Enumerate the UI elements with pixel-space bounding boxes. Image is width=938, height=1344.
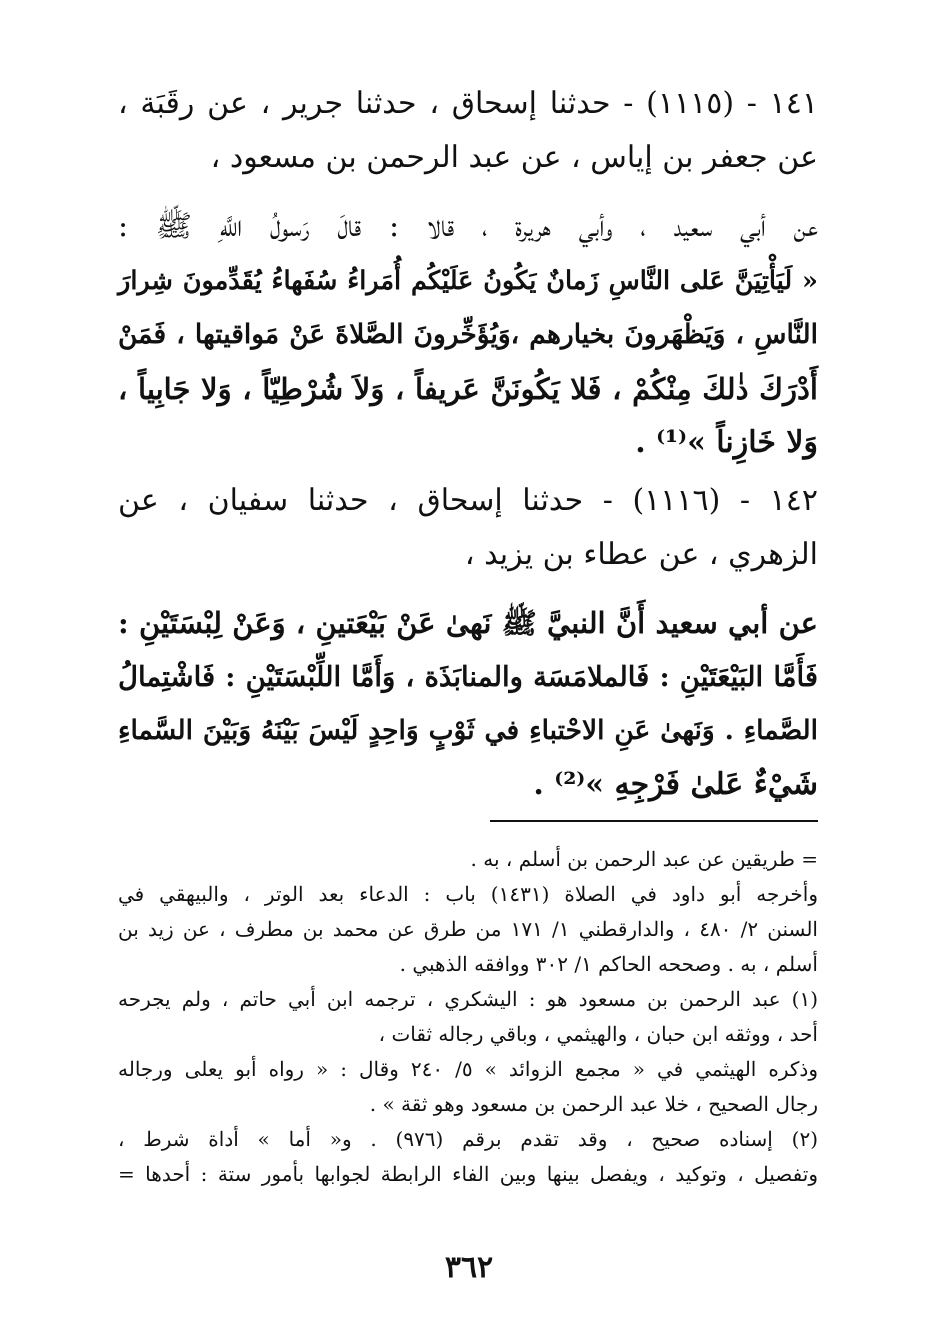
footnote-line: أسلم ، به . وصححه الحاكم ١/ ٣٠٢ ووافقه الذهبي . [399,952,818,976]
text-line: عن جعفر بن إياس ، عن عبد الرحمن بن مسعود ، [210,140,818,175]
footnotes [118,842,818,1192]
text-line: الزهري ، عن عطاء بن يزيد ، [464,537,818,572]
text-line: الصَّماءِ . وَنَهىٰ عَنِ الاحْتباءِ في ثَوْبٍ وَاحِدٍ لَيْسَ بَيْنَهُ وَبَيْنَ السَّماءِ [118,715,818,746]
footnote-separator [490,820,818,822]
hadith-141-matn [118,200,818,470]
text-line: وَلا خَازِناً »⁽¹⁾ . [635,425,818,460]
footnote-line: = طريقين عن عبد الرحمن بن أسلم ، به . [470,847,818,871]
text-line: فَأَمَّا البَيْعَتَيْنِ : فَالملامَسَة والمنابَذَة ، وَأَمَّا اللِّبْسَتَيْنِ : فَاشْتِمالُ [118,661,818,693]
footnote-line: رجال الصحيح ، خلا عبد الرحمن بن مسعود وهو ثقة » . [369,1092,818,1116]
hadith-142-isnad [118,474,818,582]
text-line: شَيْءٌ عَلىٰ فَرْجِهِ »⁽²⁾ . [533,767,818,802]
text-line: عن أبي سعيد أَنَّ النبيَّ ﷺ نَهىٰ عَنْ بَيْعَتينِ ، وَعَنْ لِبْسَتَيْنِ : [118,606,818,640]
footnote-line: وذكره الهيثمي في « مجمع الزوائد » ٥/ ٢٤٠ وقال : « رواه أبو يعلى ورجاله [118,1057,818,1081]
hadith-141-isnad [118,77,818,185]
footnote-line: السنن ٢/ ٤٨٠ ، والدارقطني ١/ ١٧١ من طرق عن محمد بن مطرف ، عن زيد بن [118,917,818,941]
footnote-line: (٢) إسناده صحيح ، وقد تقدم برقم (٩٧٦) . و« أما » أداة شرط ، [118,1127,818,1151]
text-line: أَدْرَكَ ذٰلكَ مِنْكُمْ ، فَلا يَكُونَنَّ عَريفاً ، وَلاَ شُرْطِيّاً ، وَلا جَابِياً ، [118,372,818,406]
text-line: ١٤١ - (١١١٥) - حدثنا إسحاق ، حدثنا جرير ، عن رقَبَة ، [118,86,818,121]
text-line: ١٤٢ - (١١١٦) - حدثنا إسحاق ، حدثنا سفيان ، عن [118,483,818,518]
footnote-line: وأخرجه أبو داود في الصلاة (١٤٣١) باب : الدعاء بعد الوتر ، والبيهقي في [118,882,818,906]
page-number: ٣٦٢ [444,1250,494,1285]
footnote-line: أحد ، ووثقه ابن حبان ، والهيثمي ، وباقي رجاله ثقات ، [378,1022,818,1046]
hadith-142-matn [118,596,818,812]
footnote-line: وتفصيل ، وتوكيد ، ويفصل بينها وبين الفاء الرابطة لجوابها بأمور ستة : أحدها = [118,1162,818,1186]
text-line: النَّاسِ ، وَيَظْهَرونَ بخيارهم ،وَيُؤَخِّرونَ الصَّلاةَ عَنْ مَواقيتها ، فَمَنْ [118,319,818,350]
text-line: « لَيَأْتِيَنَّ عَلى النَّاسِ زَمانٌ يَكُونُ عَلَيْكُم أُمَراءُ سُفَهاءُ يُقَدِّمونَ شِرارَ [118,266,818,296]
footnote-line: (١) عبد الرحمن بن مسعود هو : اليشكري ، ترجمه ابن أبي حاتم ، ولم يجرحه [118,987,818,1011]
text-line: عن أبي سعيد ، وأبي هريرة ، قالا : قالَ رَسولُ اللَّهِ ﷺ : [118,209,818,244]
